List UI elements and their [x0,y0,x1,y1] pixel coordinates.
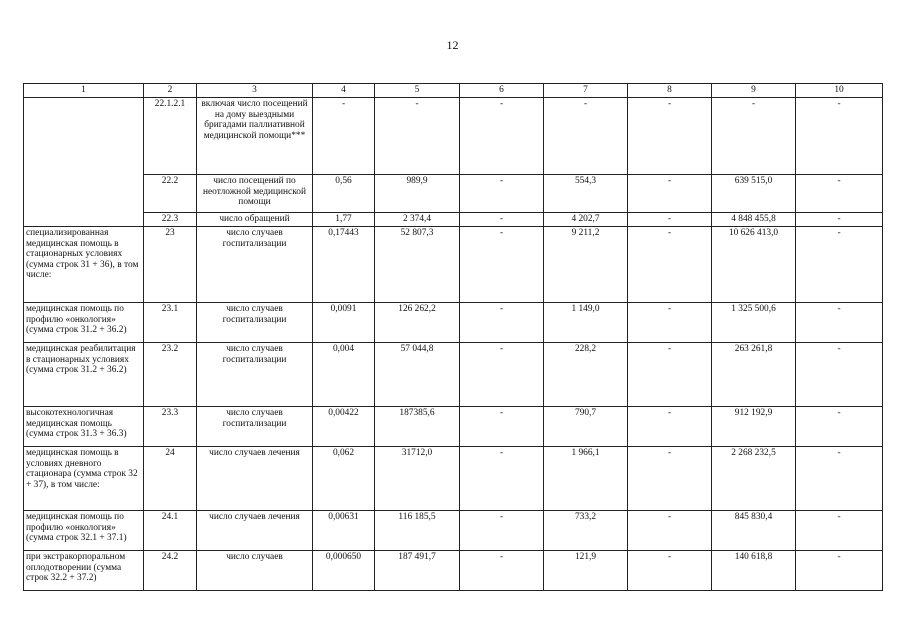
cell-value: - [712,98,796,175]
cell-value: 31712,0 [375,447,460,511]
cell-value: - [460,175,544,213]
row-description: специализированная медицинская помощь в стационарных условиях (сумма строк 31 + 36), в том числе: [24,227,144,303]
cell-value: 0,00422 [313,407,375,447]
cell-value: - [796,511,883,551]
cell-value: 10 626 413,0 [712,227,796,303]
cell-value: 0,00631 [313,511,375,551]
cell-value: 1 325 500,6 [712,303,796,343]
cell-value: 263 261,8 [712,343,796,407]
row-code: 23.3 [144,407,197,447]
cell-value: 0,000650 [313,551,375,591]
row-description: медицинская реабилитация в стационарных условиях (сумма строк 31.2 + 36.2) [24,343,144,407]
cell-value: 845 830,4 [712,511,796,551]
cell-value: 1 149,0 [544,303,628,343]
row-code: 24.2 [144,551,197,591]
cell-value: 639 515,0 [712,175,796,213]
cell-value: - [628,407,712,447]
row-unit: включая число посещений на дому выездными бригадами паллиативной медицинской помощи*** [197,98,313,175]
cell-value: 9 211,2 [544,227,628,303]
cell-value: - [460,511,544,551]
col-header: 10 [796,84,883,98]
col-header: 4 [313,84,375,98]
row-description: высокотехнологичная медицинская помощь (сумма строк 31.3 + 36.3) [24,407,144,447]
cell-value: - [796,227,883,303]
row-code: 22.3 [144,213,197,227]
cell-value: 0,004 [313,343,375,407]
row-description: медицинская помощь по профилю «онкология» (сумма строк 31.2 + 36.2) [24,303,144,343]
cell-value: - [796,213,883,227]
row-code: 23.1 [144,303,197,343]
cell-value: - [796,551,883,591]
cell-value: - [313,98,375,175]
cell-value: - [544,98,628,175]
row-unit: число случаев госпитализации [197,343,313,407]
col-header: 6 [460,84,544,98]
col-header: 2 [144,84,197,98]
table-row [24,213,883,227]
cell-value: - [796,98,883,175]
col-header: 9 [712,84,796,98]
cell-value: 57 044,8 [375,343,460,407]
cell-value: - [796,447,883,511]
cell-value: 121,9 [544,551,628,591]
col-header: 7 [544,84,628,98]
row-code: 22.1.2.1 [144,98,197,175]
cell-value: - [628,98,712,175]
cell-value: 2 268 232,5 [712,447,796,511]
table-row [24,343,883,407]
cell-value: - [460,98,544,175]
col-header: 8 [628,84,712,98]
row-code: 22.2 [144,175,197,213]
cell-value: 0,062 [313,447,375,511]
cell-value: 2 374,4 [375,213,460,227]
cell-value: - [628,447,712,511]
cell-value: 116 185,5 [375,511,460,551]
cell-value: 554,3 [544,175,628,213]
page-number: 12 [446,38,459,52]
table-row [24,407,883,447]
row-description: при экстракорпоральном оплодотворении (сумма строк 32.2 + 37.2) [24,551,144,591]
col-header: 5 [375,84,460,98]
cell-value: - [460,447,544,511]
cell-value: 187 491,7 [375,551,460,591]
cell-value: 52 807,3 [375,227,460,303]
data-table [23,83,883,591]
cell-value: - [628,511,712,551]
cell-value: 0,0091 [313,303,375,343]
cell-value: - [375,98,460,175]
cell-value: 140 618,8 [712,551,796,591]
cell-value: - [628,551,712,591]
row-description [24,98,144,227]
cell-value: - [796,175,883,213]
cell-value: 790,7 [544,407,628,447]
cell-value: 4 202,7 [544,213,628,227]
row-code: 24.1 [144,511,197,551]
cell-value: 228,2 [544,343,628,407]
row-unit: число случаев лечения [197,447,313,511]
cell-value: - [460,227,544,303]
cell-value: 733,2 [544,511,628,551]
cell-value: 0,17443 [313,227,375,303]
row-code: 23 [144,227,197,303]
col-header: 1 [24,84,144,98]
cell-value: 4 848 455,8 [712,213,796,227]
header-row [24,84,883,98]
table-row [24,227,883,303]
cell-value: - [796,407,883,447]
cell-value: - [628,175,712,213]
row-unit: число обращений [197,213,313,227]
cell-value: - [628,227,712,303]
cell-value: 1 966,1 [544,447,628,511]
cell-value: 912 192,9 [712,407,796,447]
row-description: медицинская помощь в условиях дневного стационара (сумма строк 32 + 37), в том числе: [24,447,144,511]
cell-value: - [460,303,544,343]
row-code: 24 [144,447,197,511]
row-code: 23.2 [144,343,197,407]
row-description: медицинская помощь по профилю «онкология» (сумма строк 32.1 + 37.1) [24,511,144,551]
cell-value: - [796,303,883,343]
row-unit: число случаев [197,551,313,591]
table-row [24,175,883,213]
table-row [24,511,883,551]
cell-value: - [460,213,544,227]
cell-value: 0,56 [313,175,375,213]
cell-value: - [460,343,544,407]
cell-value: - [628,343,712,407]
cell-value: - [796,343,883,407]
row-unit: число посещений по неотложной медицинской помощи [197,175,313,213]
row-unit: число случаев лечения [197,511,313,551]
cell-value: 989,9 [375,175,460,213]
cell-value: 126 262,2 [375,303,460,343]
cell-value: - [628,213,712,227]
cell-value: - [460,551,544,591]
col-header: 3 [197,84,313,98]
row-unit: число случаев госпитализации [197,227,313,303]
table-row [24,98,883,175]
row-unit: число случаев госпитализации [197,303,313,343]
cell-value: - [460,407,544,447]
row-unit: число случаев госпитализации [197,407,313,447]
table-row [24,551,883,591]
table-row [24,447,883,511]
cell-value: - [628,303,712,343]
table-row [24,303,883,343]
cell-value: 1,77 [313,213,375,227]
cell-value: 187385,6 [375,407,460,447]
